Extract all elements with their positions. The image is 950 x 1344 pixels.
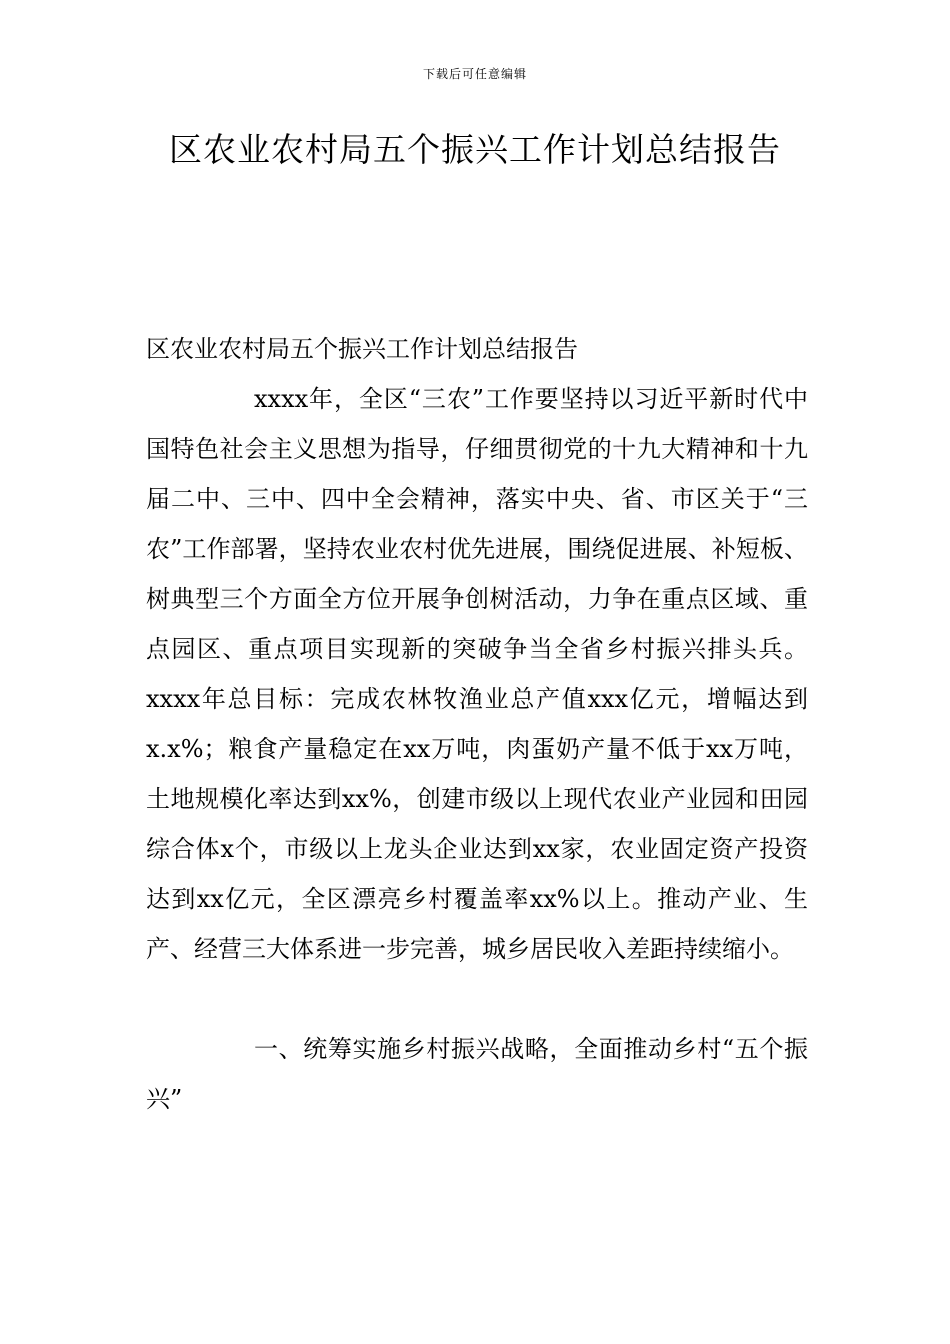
document-subtitle: 区农业农村局五个振兴工作计划总结报告 (146, 335, 578, 363)
document-title: 区农业农村局五个振兴工作计划总结报告 (169, 130, 781, 169)
header-note: 下载后可任意编辑 (422, 67, 527, 81)
document-body (146, 324, 808, 1124)
section-heading: 一、统筹实施乡村振兴战略，全面推动乡村“五个振兴” (146, 1035, 808, 1113)
body-paragraph: xxxx年，全区“三农”工作要坚持以习近平新时代中国特色社会主义思想为指导，仔细贯彻党的十九大精神和十九届二中、三中、四中全会精神，落实中央、省、市区关于“三农”工作部署，坚持农业农村优先进展，围绕促进展、补短板、树典型三个方面全方位开展争创树活动，力争在重点区域、重点园区、重点项目实现新的突破争当全省乡村振兴排头兵。xxxx年总目标：完成农林牧渔业总产值xxx亿元，增幅达到x.x%；粮食产量稳定在xx万吨，肉蛋奶产量不低于xx万吨，土地规模化率达到xx%，创建市级以上现代农业产业园和田园综合体x个，市级以上龙头企业达到xx家，农业固定资产投资达到xx亿元，全区漂亮乡村覆盖率xx%以上。推动产业、生产、经营三大体系进一步完善，城乡居民收入差距持续缩小。 (146, 385, 808, 963)
